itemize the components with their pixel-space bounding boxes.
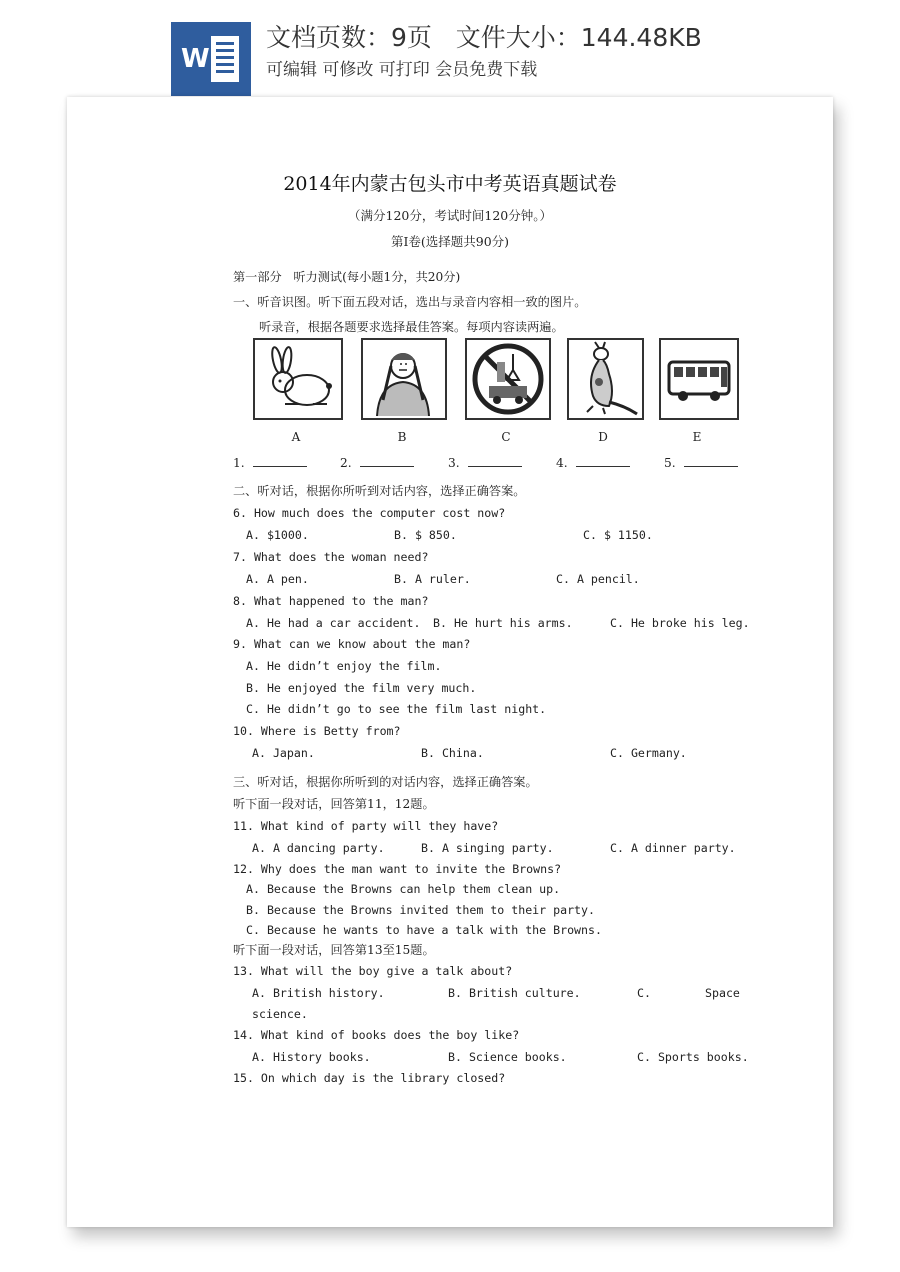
answer-blank	[576, 466, 630, 467]
option-continued: Space	[705, 986, 740, 1000]
dialogue-instruction: 听下面一段对话，回答第13至15题。	[233, 943, 435, 957]
option: B. A singing party.	[421, 841, 554, 855]
question-15: 15. On which day is the library closed?	[233, 1071, 506, 1085]
answer-blank	[360, 466, 414, 467]
no-drinking-driving-icon	[465, 338, 551, 420]
kangaroo-icon	[567, 338, 644, 420]
option: A. A dancing party.	[252, 841, 385, 855]
option: B. China.	[421, 746, 484, 760]
answer-blank	[684, 466, 738, 467]
question-9: 9. What can we know about the man?	[233, 637, 471, 651]
option: C.	[637, 986, 651, 1000]
option: A. He didn’t enjoy the film.	[246, 659, 442, 673]
feature-list: 可编辑 可修改 可打印 会员免费下载	[266, 60, 538, 80]
option: A. He had a car accident.	[246, 616, 421, 630]
section-heading: 三、听对话，根据你所听到的对话内容，选择正确答案。	[233, 775, 538, 789]
option: B. British culture.	[448, 986, 581, 1000]
file-size: 文件大小：144.48KB	[455, 23, 702, 52]
word-icon-letter: W	[181, 44, 210, 74]
blank-number: 5.	[664, 456, 676, 470]
rabbit-icon	[253, 338, 343, 420]
picture-label-c: C	[501, 430, 511, 444]
option: C. A pencil.	[556, 572, 640, 586]
headache-person-icon	[361, 338, 447, 420]
question-8: 8. What happened to the man?	[233, 594, 429, 608]
option: C. $ 1150.	[583, 528, 653, 542]
document-page-icon	[211, 36, 239, 82]
option: A. Japan.	[252, 746, 315, 760]
file-info	[266, 18, 702, 54]
bus-icon	[659, 338, 739, 420]
part-heading: 第一部分 听力测试(每小题1分，共20分)	[233, 270, 461, 284]
volume-heading: 第Ⅰ卷(选择题共90分)	[390, 234, 510, 249]
blank-number: 4.	[556, 456, 568, 470]
option: C. He didn’t go to see the film last night.	[246, 702, 547, 716]
download-banner	[0, 0, 900, 100]
option: A. $1000.	[246, 528, 309, 542]
option: B. He hurt his arms.	[433, 616, 573, 630]
exam-title: 2014年内蒙古包头市中考英语真题试卷	[283, 173, 617, 195]
option: B. He enjoyed the film very much.	[246, 681, 477, 695]
question-6: 6. How much does the computer cost now?	[233, 506, 506, 520]
option: A. History books.	[252, 1050, 371, 1064]
question-12: 12. Why does the man want to invite the Browns?	[233, 862, 562, 876]
option: C. He broke his leg.	[610, 616, 750, 630]
option: A. A pen.	[246, 572, 309, 586]
picture-label-d: D	[598, 430, 608, 444]
section-heading: 二、听对话，根据你所听到对话内容，选择正确答案。	[233, 484, 526, 498]
answer-blank	[253, 466, 307, 467]
option: B. Because the Browns invited them to their party.	[246, 903, 596, 917]
exam-subtitle: （满分120分，考试时间120分钟。）	[348, 208, 552, 223]
question-7: 7. What does the woman need?	[233, 550, 429, 564]
option: C. A dinner party.	[610, 841, 736, 855]
option: B. $ 850.	[394, 528, 457, 542]
option: C. Germany.	[610, 746, 687, 760]
picture-label-b: B	[397, 430, 407, 444]
question-10: 10. Where is Betty from?	[233, 724, 401, 738]
option: C. Sports books.	[637, 1050, 749, 1064]
option: B. A ruler.	[394, 572, 471, 586]
blank-number: 3.	[448, 456, 460, 470]
option: C. Because he wants to have a talk with the Browns.	[246, 923, 602, 937]
option: A. British history.	[252, 986, 385, 1000]
word-document-icon	[171, 22, 251, 96]
question-13: 13. What will the boy give a talk about?	[233, 964, 513, 978]
page-count: 文档页数：9页	[266, 23, 432, 52]
option: A. Because the Browns can help them clean up.	[246, 882, 561, 896]
blank-number: 2.	[340, 456, 352, 470]
question-14: 14. What kind of books does the boy like?	[233, 1028, 520, 1042]
dialogue-instruction: 听下面一段对话，回答第11，12题。	[233, 797, 435, 811]
picture-label-a: A	[291, 430, 301, 444]
section-instruction: 听录音，根据各题要求选择最佳答案。每项内容读两遍。	[259, 320, 564, 334]
section-heading: 一、听音识图。听下面五段对话，选出与录音内容相一致的图片。	[233, 295, 587, 309]
option-continued: science.	[252, 1007, 308, 1021]
document-page	[67, 97, 833, 1227]
question-11: 11. What kind of party will they have?	[233, 819, 499, 833]
answer-blank	[468, 466, 522, 467]
blank-number: 1.	[233, 456, 245, 470]
picture-label-e: E	[692, 430, 702, 444]
option: B. Science books.	[448, 1050, 567, 1064]
